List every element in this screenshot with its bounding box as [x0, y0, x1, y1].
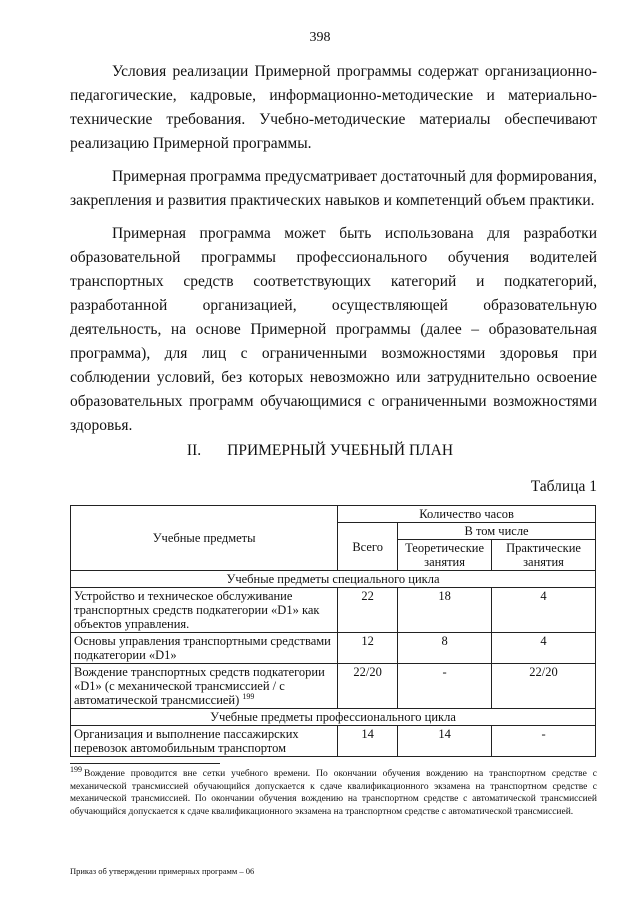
table-row	[71, 633, 596, 664]
hours-practice: 4	[492, 588, 596, 633]
paragraph-1: Условия реализации Примерной программы содержат организационно-педагогические, кадровые, информационно-методические и материально-технические требования. Учебно-методические материалы обеспечивают реализацию Примерной программы.	[70, 63, 597, 152]
footnote-divider	[70, 763, 220, 764]
hours-theory: 14	[398, 726, 492, 757]
document-footer: Приказ об утверждении примерных программ – 06	[70, 866, 255, 876]
table-row	[71, 664, 596, 709]
footnote-text: Вождение проводится вне сетки учебного времени. По окончании обучения вождению на транспортном средстве с механической трансмиссией обучающийся допускается к сдаче квалификационного экзамена на транспортном средстве с механической трансмиссией. По окончании обучения вождению на транспортном средстве с автоматической трансмиссией обучающийся допускается к сдаче квалификационного экзамена на транспортном средстве с автоматической трансмиссией.	[70, 769, 597, 817]
footnote-number: 199	[70, 764, 82, 774]
footnote	[70, 764, 597, 818]
hours-theory: 18	[398, 588, 492, 633]
section-heading: ПРИМЕРНЫЙ УЧЕБНЫЙ ПЛАН	[227, 442, 454, 459]
hours-total: 22	[338, 588, 398, 633]
hours-theory: 8	[398, 633, 492, 664]
hours-theory: -	[398, 664, 492, 709]
body-text	[70, 60, 597, 447]
subject-name	[71, 664, 338, 709]
header-practice: Практические занятия	[492, 540, 596, 571]
hours-total: 12	[338, 633, 398, 664]
curriculum-table	[70, 505, 596, 757]
footnote-reference: 199	[242, 691, 255, 701]
header-total: Всего	[338, 523, 398, 571]
section-number: II.	[186, 442, 202, 459]
paragraph-2: Примерная программа предусматривает достаточный для формирования, закрепления и развития практических навыков и компетенций объем практики.	[70, 168, 597, 209]
subject-name: Устройство и техническое обслуживание транспортных средств подкатегории «D1» как объектов управления.	[71, 588, 338, 633]
paragraph-3: Примерная программа может быть использована для разработки образовательной программы профессионального обучения водителей транспортных средств соответствующих категорий и подкатегорий, разработанной организацией, осуществляющей образовательную деятельность, на основе Примерной программы (далее – образовательная программа), для лиц с ограниченными возможностями здоровья при соблюдении условий, без которых невозможно или затруднительно освоение образовательных программ обучающимися с ограниченными возможностями здоровья.	[70, 225, 597, 434]
header-subjects: Учебные предметы	[71, 506, 338, 571]
subject-name: Организация и выполнение пассажирских перевозок автомобильным транспортом	[71, 726, 338, 757]
hours-practice: 4	[492, 633, 596, 664]
page-number: 398	[309, 30, 331, 45]
subject-name-text: Вождение транспортных средств подкатегории «D1» (с механической трансмиссией / с автоматической трансмиссией)	[74, 665, 325, 707]
section-special-cycle: Учебные предметы специального цикла	[71, 571, 596, 588]
table-row	[71, 726, 596, 757]
header-hours: Количество часов	[338, 506, 596, 523]
table-row	[71, 588, 596, 633]
header-including: В том числе	[398, 523, 596, 540]
section-title	[0, 442, 640, 460]
header-theory: Теоретические занятия	[398, 540, 492, 571]
hours-total: 22/20	[338, 664, 398, 709]
subject-name: Основы управления транспортными средствами подкатегории «D1»	[71, 633, 338, 664]
table-label: Таблица 1	[530, 478, 597, 495]
section-professional-cycle: Учебные предметы профессионального цикла	[71, 709, 596, 726]
hours-total: 14	[338, 726, 398, 757]
hours-practice: 22/20	[492, 664, 596, 709]
hours-practice: -	[492, 726, 596, 757]
